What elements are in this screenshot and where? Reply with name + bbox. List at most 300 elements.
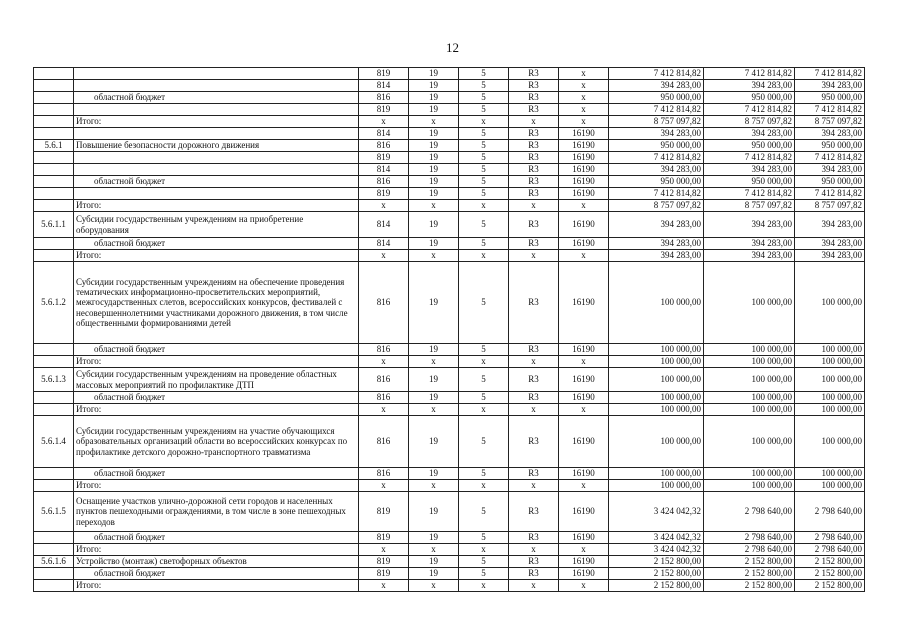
program-code-cell: R3 <box>509 188 559 200</box>
item-name-cell <box>74 104 359 116</box>
item-name-cell: Итого: <box>74 404 359 416</box>
item-number-cell <box>34 480 74 492</box>
item-name-cell: Итого: <box>74 250 359 262</box>
program-code-cell: x <box>509 356 559 368</box>
table-row <box>34 568 865 580</box>
ministry-code-cell: 819 <box>359 68 409 80</box>
section-code-cell: 19 <box>409 104 459 116</box>
table-row <box>34 416 865 468</box>
section-code-cell: 19 <box>409 532 459 544</box>
target-code-cell: x <box>559 92 609 104</box>
subsection-code-cell: x <box>459 116 509 128</box>
target-code-cell: 16190 <box>559 128 609 140</box>
amount-year-3-cell: 100 000,00 <box>795 392 865 404</box>
program-code-cell: R3 <box>509 262 559 344</box>
subsection-code-cell: 5 <box>459 128 509 140</box>
amount-year-1-cell: 3 424 042,32 <box>609 492 704 532</box>
target-code-cell: x <box>559 404 609 416</box>
program-code-cell: x <box>509 200 559 212</box>
target-code-cell: 16190 <box>559 492 609 532</box>
item-number-cell: 5.6.1 <box>34 140 74 152</box>
subsection-code-cell: 5 <box>459 188 509 200</box>
amount-year-1-cell: 3 424 042,32 <box>609 532 704 544</box>
table-row <box>34 544 865 556</box>
section-code-cell: 19 <box>409 140 459 152</box>
item-name-cell: Устройство (монтаж) светофорных объектов <box>74 556 359 568</box>
subsection-code-cell: 5 <box>459 164 509 176</box>
amount-year-3-cell: 100 000,00 <box>795 404 865 416</box>
program-code-cell: R3 <box>509 92 559 104</box>
subsection-code-cell: x <box>459 580 509 592</box>
section-code-cell: 19 <box>409 492 459 532</box>
section-code-cell: 19 <box>409 212 459 238</box>
ministry-code-cell: x <box>359 480 409 492</box>
table-row <box>34 356 865 368</box>
amount-year-1-cell: 950 000,00 <box>609 92 704 104</box>
ministry-code-cell: 816 <box>359 416 409 468</box>
amount-year-1-cell: 394 283,00 <box>609 80 704 92</box>
amount-year-2-cell: 100 000,00 <box>704 416 795 468</box>
subsection-code-cell: 5 <box>459 238 509 250</box>
program-code-cell: x <box>509 250 559 262</box>
ministry-code-cell: 816 <box>359 92 409 104</box>
target-code-cell: x <box>559 544 609 556</box>
subsection-code-cell: 5 <box>459 532 509 544</box>
table-row <box>34 212 865 238</box>
amount-year-1-cell: 2 152 800,00 <box>609 556 704 568</box>
amount-year-2-cell: 100 000,00 <box>704 468 795 480</box>
amount-year-3-cell: 8 757 097,82 <box>795 116 865 128</box>
table-row <box>34 580 865 592</box>
program-code-cell: x <box>509 480 559 492</box>
subsection-code-cell: 5 <box>459 68 509 80</box>
page-number: 12 <box>446 40 459 55</box>
amount-year-1-cell: 8 757 097,82 <box>609 116 704 128</box>
amount-year-3-cell: 2 798 640,00 <box>795 532 865 544</box>
subsection-code-cell: x <box>459 200 509 212</box>
amount-year-1-cell: 2 152 800,00 <box>609 580 704 592</box>
subsection-code-cell: 5 <box>459 104 509 116</box>
amount-year-2-cell: 100 000,00 <box>704 480 795 492</box>
item-number-cell <box>34 164 74 176</box>
amount-year-3-cell: 2 798 640,00 <box>795 544 865 556</box>
amount-year-2-cell: 394 283,00 <box>704 238 795 250</box>
item-number-cell <box>34 580 74 592</box>
section-code-cell: 19 <box>409 392 459 404</box>
ministry-code-cell: x <box>359 116 409 128</box>
item-number-cell <box>34 544 74 556</box>
subsection-code-cell: 5 <box>459 492 509 532</box>
target-code-cell: 16190 <box>559 152 609 164</box>
amount-year-3-cell: 100 000,00 <box>795 468 865 480</box>
target-code-cell: 16190 <box>559 556 609 568</box>
amount-year-3-cell: 100 000,00 <box>795 368 865 392</box>
section-code-cell: 19 <box>409 164 459 176</box>
ministry-code-cell: 814 <box>359 164 409 176</box>
amount-year-1-cell: 100 000,00 <box>609 356 704 368</box>
subsection-code-cell: x <box>459 404 509 416</box>
amount-year-1-cell: 950 000,00 <box>609 176 704 188</box>
ministry-code-cell: x <box>359 250 409 262</box>
item-name-cell <box>74 80 359 92</box>
section-code-cell: 19 <box>409 556 459 568</box>
amount-year-3-cell: 950 000,00 <box>795 140 865 152</box>
item-number-cell <box>34 80 74 92</box>
table-row <box>34 404 865 416</box>
ministry-code-cell: 816 <box>359 368 409 392</box>
table-row <box>34 344 865 356</box>
table-row <box>34 128 865 140</box>
amount-year-2-cell: 2 798 640,00 <box>704 492 795 532</box>
program-code-cell: x <box>509 580 559 592</box>
amount-year-1-cell: 7 412 814,82 <box>609 152 704 164</box>
table-row <box>34 238 865 250</box>
amount-year-1-cell: 100 000,00 <box>609 404 704 416</box>
target-code-cell: x <box>559 80 609 92</box>
table-row <box>34 392 865 404</box>
program-code-cell: R3 <box>509 68 559 80</box>
subsection-code-cell: x <box>459 356 509 368</box>
ministry-code-cell: x <box>359 200 409 212</box>
subsection-code-cell: 5 <box>459 176 509 188</box>
ministry-code-cell: 819 <box>359 152 409 164</box>
section-code-cell: 19 <box>409 238 459 250</box>
table-row <box>34 92 865 104</box>
amount-year-1-cell: 100 000,00 <box>609 468 704 480</box>
section-code-cell: 19 <box>409 188 459 200</box>
item-number-cell <box>34 392 74 404</box>
amount-year-1-cell: 950 000,00 <box>609 140 704 152</box>
program-code-cell: x <box>509 116 559 128</box>
section-code-cell: 19 <box>409 262 459 344</box>
program-code-cell: R3 <box>509 492 559 532</box>
program-code-cell: R3 <box>509 344 559 356</box>
item-number-cell: 5.6.1.5 <box>34 492 74 532</box>
ministry-code-cell: 814 <box>359 212 409 238</box>
amount-year-3-cell: 2 152 800,00 <box>795 568 865 580</box>
amount-year-3-cell: 394 283,00 <box>795 250 865 262</box>
amount-year-3-cell: 7 412 814,82 <box>795 68 865 80</box>
section-code-cell: 19 <box>409 368 459 392</box>
amount-year-2-cell: 2 798 640,00 <box>704 544 795 556</box>
amount-year-2-cell: 100 000,00 <box>704 344 795 356</box>
item-name-cell <box>74 188 359 200</box>
item-number-cell <box>34 344 74 356</box>
amount-year-3-cell: 100 000,00 <box>795 262 865 344</box>
table-row <box>34 532 865 544</box>
section-code-cell: x <box>409 250 459 262</box>
ministry-code-cell: 814 <box>359 238 409 250</box>
subsection-code-cell: 5 <box>459 92 509 104</box>
amount-year-2-cell: 394 283,00 <box>704 80 795 92</box>
program-code-cell: R3 <box>509 164 559 176</box>
section-code-cell: x <box>409 480 459 492</box>
table-row <box>34 250 865 262</box>
subsection-code-cell: 5 <box>459 468 509 480</box>
item-number-cell <box>34 176 74 188</box>
ministry-code-cell: 816 <box>359 468 409 480</box>
target-code-cell: 16190 <box>559 416 609 468</box>
table-row <box>34 164 865 176</box>
item-number-cell <box>34 152 74 164</box>
program-code-cell: R3 <box>509 416 559 468</box>
item-name-cell: Итого: <box>74 356 359 368</box>
table-row <box>34 68 865 80</box>
amount-year-1-cell: 394 283,00 <box>609 212 704 238</box>
item-number-cell: 5.6.1.3 <box>34 368 74 392</box>
target-code-cell: 16190 <box>559 532 609 544</box>
item-name-cell: Повышение безопасности дорожного движения <box>74 140 359 152</box>
subsection-code-cell: x <box>459 250 509 262</box>
target-code-cell: 16190 <box>559 344 609 356</box>
item-number-cell <box>34 92 74 104</box>
amount-year-2-cell: 2 798 640,00 <box>704 532 795 544</box>
amount-year-2-cell: 100 000,00 <box>704 368 795 392</box>
amount-year-3-cell: 2 152 800,00 <box>795 556 865 568</box>
item-number-cell <box>34 250 74 262</box>
ministry-code-cell: 819 <box>359 532 409 544</box>
subsection-code-cell: x <box>459 480 509 492</box>
amount-year-2-cell: 950 000,00 <box>704 176 795 188</box>
amount-year-1-cell: 2 152 800,00 <box>609 568 704 580</box>
amount-year-1-cell: 8 757 097,82 <box>609 200 704 212</box>
amount-year-1-cell: 3 424 042,32 <box>609 544 704 556</box>
target-code-cell: 16190 <box>559 238 609 250</box>
amount-year-3-cell: 394 283,00 <box>795 128 865 140</box>
amount-year-2-cell: 394 283,00 <box>704 164 795 176</box>
item-name-cell: областной бюджет <box>74 468 359 480</box>
amount-year-2-cell: 8 757 097,82 <box>704 116 795 128</box>
subsection-code-cell: 5 <box>459 392 509 404</box>
target-code-cell: 16190 <box>559 176 609 188</box>
program-code-cell: R3 <box>509 556 559 568</box>
subsection-code-cell: 5 <box>459 212 509 238</box>
subsection-code-cell: 5 <box>459 368 509 392</box>
amount-year-1-cell: 7 412 814,82 <box>609 68 704 80</box>
ministry-code-cell: x <box>359 580 409 592</box>
item-name-cell: Итого: <box>74 580 359 592</box>
ministry-code-cell: 819 <box>359 568 409 580</box>
subsection-code-cell: 5 <box>459 80 509 92</box>
target-code-cell: x <box>559 356 609 368</box>
target-code-cell: x <box>559 250 609 262</box>
program-code-cell: R3 <box>509 392 559 404</box>
section-code-cell: x <box>409 116 459 128</box>
program-code-cell: R3 <box>509 80 559 92</box>
item-name-cell: Субсидии государственным учреждениям на обеспечение проведения тематических информационно-просветительских мероприятий, межгосударственных слетов, всероссийских конкурсов, фестивалей с несовершеннолетними участниками дорожного движения, в том числе общественными формированиями детей <box>74 262 359 344</box>
table-row <box>34 480 865 492</box>
section-code-cell: 19 <box>409 92 459 104</box>
section-code-cell: 19 <box>409 176 459 188</box>
section-code-cell: 19 <box>409 152 459 164</box>
budget-table <box>33 67 865 592</box>
amount-year-1-cell: 394 283,00 <box>609 238 704 250</box>
target-code-cell: 16190 <box>559 568 609 580</box>
item-name-cell: Итого: <box>74 116 359 128</box>
program-code-cell: x <box>509 544 559 556</box>
item-number-cell <box>34 68 74 80</box>
amount-year-2-cell: 7 412 814,82 <box>704 68 795 80</box>
amount-year-3-cell: 7 412 814,82 <box>795 104 865 116</box>
amount-year-2-cell: 100 000,00 <box>704 356 795 368</box>
item-name-cell: областной бюджет <box>74 344 359 356</box>
amount-year-2-cell: 7 412 814,82 <box>704 152 795 164</box>
section-code-cell: 19 <box>409 80 459 92</box>
amount-year-1-cell: 100 000,00 <box>609 368 704 392</box>
target-code-cell: 16190 <box>559 262 609 344</box>
subsection-code-cell: 5 <box>459 556 509 568</box>
item-name-cell: областной бюджет <box>74 238 359 250</box>
item-number-cell <box>34 116 74 128</box>
section-code-cell: x <box>409 200 459 212</box>
section-code-cell: x <box>409 544 459 556</box>
section-code-cell: 19 <box>409 68 459 80</box>
program-code-cell: R3 <box>509 128 559 140</box>
table-row <box>34 176 865 188</box>
item-name-cell: Итого: <box>74 544 359 556</box>
ministry-code-cell: 816 <box>359 140 409 152</box>
target-code-cell: 16190 <box>559 140 609 152</box>
item-number-cell <box>34 104 74 116</box>
target-code-cell: x <box>559 580 609 592</box>
ministry-code-cell: 819 <box>359 492 409 532</box>
item-name-cell: Итого: <box>74 480 359 492</box>
ministry-code-cell: 816 <box>359 262 409 344</box>
amount-year-3-cell: 394 283,00 <box>795 164 865 176</box>
amount-year-1-cell: 100 000,00 <box>609 480 704 492</box>
program-code-cell: R3 <box>509 212 559 238</box>
target-code-cell: x <box>559 480 609 492</box>
item-number-cell <box>34 238 74 250</box>
amount-year-2-cell: 100 000,00 <box>704 404 795 416</box>
amount-year-3-cell: 950 000,00 <box>795 176 865 188</box>
item-number-cell <box>34 200 74 212</box>
subsection-code-cell: 5 <box>459 568 509 580</box>
ministry-code-cell: 819 <box>359 104 409 116</box>
amount-year-2-cell: 394 283,00 <box>704 250 795 262</box>
item-name-cell: Оснащение участков улично-дорожной сети городов и населенных пунктов пешеходными ограждениями, в том числе в зоне пешеходных переходов <box>74 492 359 532</box>
table-row <box>34 556 865 568</box>
amount-year-2-cell: 100 000,00 <box>704 392 795 404</box>
table-row <box>34 116 865 128</box>
target-code-cell: 16190 <box>559 468 609 480</box>
item-number-cell <box>34 468 74 480</box>
table-row <box>34 188 865 200</box>
item-name-cell: Субсидии государственным учреждениям на проведение областных массовых мероприятий по профилактике ДТП <box>74 368 359 392</box>
amount-year-2-cell: 950 000,00 <box>704 140 795 152</box>
item-number-cell <box>34 568 74 580</box>
item-name-cell: областной бюджет <box>74 532 359 544</box>
ministry-code-cell: 816 <box>359 392 409 404</box>
program-code-cell: R3 <box>509 152 559 164</box>
amount-year-2-cell: 394 283,00 <box>704 128 795 140</box>
ministry-code-cell: x <box>359 544 409 556</box>
amount-year-3-cell: 2 152 800,00 <box>795 580 865 592</box>
section-code-cell: x <box>409 404 459 416</box>
item-name-cell: областной бюджет <box>74 392 359 404</box>
item-name-cell: Субсидии государственным учреждениям на приобретение оборудования <box>74 212 359 238</box>
table-row <box>34 140 865 152</box>
table-row <box>34 468 865 480</box>
item-name-cell <box>74 68 359 80</box>
subsection-code-cell: 5 <box>459 152 509 164</box>
amount-year-3-cell: 394 283,00 <box>795 238 865 250</box>
table-row <box>34 262 865 344</box>
amount-year-3-cell: 7 412 814,82 <box>795 152 865 164</box>
target-code-cell: 16190 <box>559 164 609 176</box>
table-row <box>34 152 865 164</box>
amount-year-1-cell: 7 412 814,82 <box>609 188 704 200</box>
target-code-cell: 16190 <box>559 368 609 392</box>
program-code-cell: R3 <box>509 468 559 480</box>
ministry-code-cell: 816 <box>359 176 409 188</box>
amount-year-1-cell: 100 000,00 <box>609 344 704 356</box>
target-code-cell: 16190 <box>559 392 609 404</box>
amount-year-3-cell: 950 000,00 <box>795 92 865 104</box>
table-row <box>34 200 865 212</box>
item-name-cell: областной бюджет <box>74 568 359 580</box>
section-code-cell: 19 <box>409 344 459 356</box>
subsection-code-cell: 5 <box>459 344 509 356</box>
amount-year-2-cell: 2 152 800,00 <box>704 580 795 592</box>
item-number-cell <box>34 188 74 200</box>
amount-year-2-cell: 394 283,00 <box>704 212 795 238</box>
ministry-code-cell: 814 <box>359 80 409 92</box>
item-number-cell: 5.6.1.6 <box>34 556 74 568</box>
amount-year-2-cell: 100 000,00 <box>704 262 795 344</box>
amount-year-2-cell: 2 152 800,00 <box>704 556 795 568</box>
amount-year-1-cell: 100 000,00 <box>609 262 704 344</box>
subsection-code-cell: 5 <box>459 262 509 344</box>
ministry-code-cell: 819 <box>359 556 409 568</box>
amount-year-2-cell: 950 000,00 <box>704 92 795 104</box>
amount-year-3-cell: 100 000,00 <box>795 356 865 368</box>
amount-year-1-cell: 394 283,00 <box>609 128 704 140</box>
item-name-cell: областной бюджет <box>74 176 359 188</box>
target-code-cell: 16190 <box>559 188 609 200</box>
section-code-cell: 19 <box>409 128 459 140</box>
program-code-cell: R3 <box>509 532 559 544</box>
amount-year-3-cell: 100 000,00 <box>795 416 865 468</box>
amount-year-2-cell: 7 412 814,82 <box>704 188 795 200</box>
item-name-cell: Итого: <box>74 200 359 212</box>
amount-year-3-cell: 394 283,00 <box>795 212 865 238</box>
target-code-cell: x <box>559 200 609 212</box>
program-code-cell: R3 <box>509 104 559 116</box>
item-name-cell: областной бюджет <box>74 92 359 104</box>
amount-year-3-cell: 100 000,00 <box>795 480 865 492</box>
ministry-code-cell: 814 <box>359 128 409 140</box>
amount-year-1-cell: 100 000,00 <box>609 392 704 404</box>
item-name-cell <box>74 152 359 164</box>
item-number-cell: 5.6.1.2 <box>34 262 74 344</box>
section-code-cell: 19 <box>409 416 459 468</box>
ministry-code-cell: x <box>359 356 409 368</box>
program-code-cell: R3 <box>509 238 559 250</box>
item-number-cell: 5.6.1.1 <box>34 212 74 238</box>
target-code-cell: 16190 <box>559 212 609 238</box>
program-code-cell: x <box>509 404 559 416</box>
section-code-cell: 19 <box>409 568 459 580</box>
amount-year-2-cell: 7 412 814,82 <box>704 104 795 116</box>
item-number-cell <box>34 128 74 140</box>
table-row <box>34 80 865 92</box>
amount-year-3-cell: 100 000,00 <box>795 344 865 356</box>
section-code-cell: x <box>409 580 459 592</box>
table-row <box>34 492 865 532</box>
item-name-cell <box>74 164 359 176</box>
item-name-cell <box>74 128 359 140</box>
